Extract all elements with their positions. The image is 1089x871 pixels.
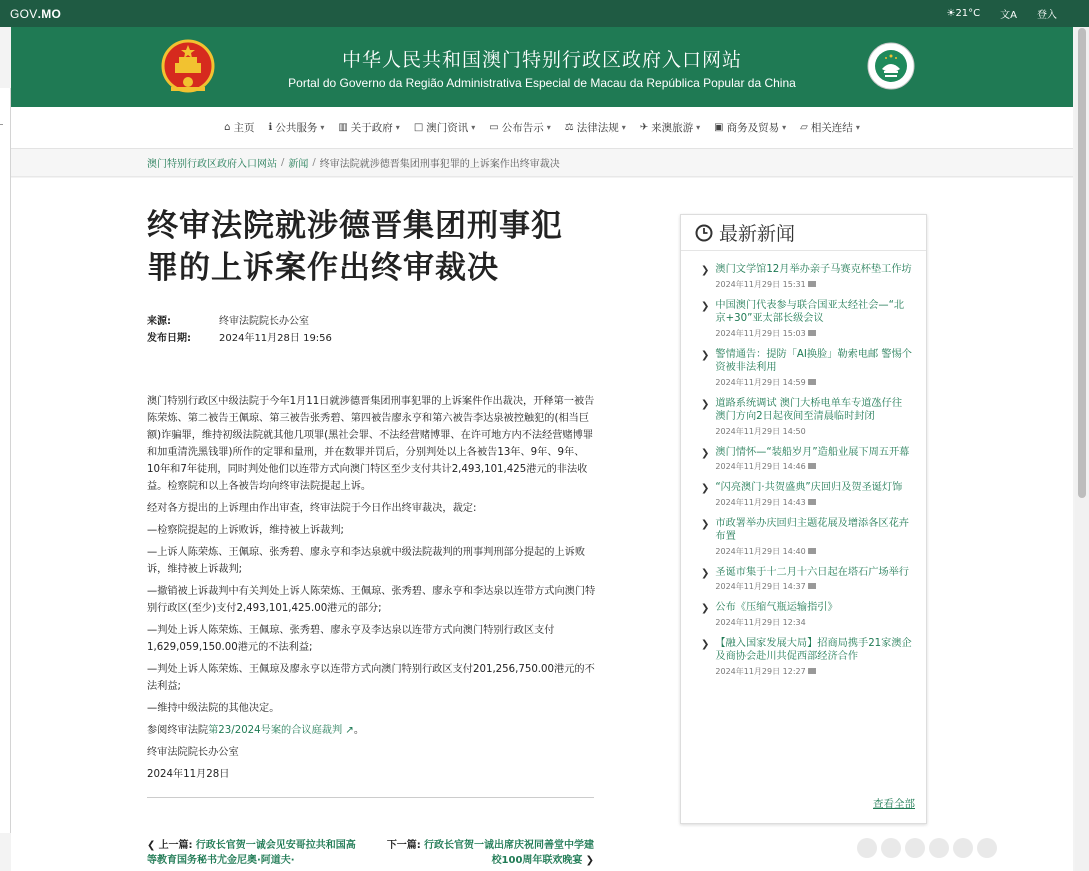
caret-down-icon: ▾ — [696, 123, 701, 132]
site-title-pt: Portal do Governo da Região Administrativa Especial de Macau da República Popular da China — [288, 76, 796, 90]
caret-down-icon: ▾ — [471, 123, 476, 132]
breadcrumb-separator: / — [312, 157, 316, 168]
article-paragraph: —检察院提起的上诉败诉，维持被上诉裁判; — [147, 525, 344, 536]
top-bar — [0, 0, 1089, 27]
signature-date: 2024年11月28日 — [147, 769, 230, 780]
reference-line — [147, 722, 597, 739]
news-date: 2024年11月29日 14:50 — [715, 426, 806, 436]
view-all-link[interactable]: 查看全部 — [873, 798, 915, 810]
nav-item-label: 商务及贸易 — [726, 122, 780, 134]
image-icon — [808, 463, 816, 469]
prev-title: 行政长官贺一诚会见安哥拉共和国高等教育国务秘书尤金尼奥·阿道夫· — [147, 840, 356, 866]
book-icon: □ — [413, 122, 424, 133]
article-meta — [147, 313, 597, 347]
date-value: 2024年11月28日 19:56 — [219, 333, 332, 344]
main-navigation — [11, 107, 1073, 149]
nav-item-label: 公布告示 — [501, 122, 544, 134]
image-icon — [808, 281, 816, 287]
next-article-link[interactable] — [379, 838, 594, 868]
nav-item-laws[interactable] — [565, 120, 626, 135]
chevron-right-icon: ❯ — [701, 300, 710, 312]
article-paragraph: —维持中级法院的其他决定。 — [147, 703, 280, 714]
article-divider — [147, 797, 594, 798]
news-list — [681, 251, 926, 677]
image-icon — [808, 330, 816, 336]
news-item[interactable] — [701, 601, 912, 628]
news-item[interactable] — [701, 481, 912, 508]
share-icon[interactable] — [977, 838, 997, 858]
login-button[interactable]: 登入 — [1037, 10, 1057, 21]
govmo-logo-mo: .MO — [37, 6, 62, 21]
share-icon[interactable] — [857, 838, 877, 858]
chevron-right-icon: ❯ — [701, 349, 710, 361]
folder-icon: ▱ — [800, 122, 808, 133]
judgment-link[interactable]: 第23/2024号案的合议庭裁判 — [208, 725, 343, 736]
news-date: 2024年11月29日 12:27 — [715, 666, 912, 677]
article-paragraph: —判处上诉人陈荣炼、王佩琼及廖永亨以连带方式向澳门特别行政区支付201,256,750.00港元的不法利益; — [147, 664, 595, 692]
nav-item-label: 来澳旅游 — [651, 122, 694, 134]
language-icon[interactable]: 文A — [1000, 10, 1017, 21]
share-icon[interactable] — [929, 838, 949, 858]
news-title[interactable]: 澳门情怀—“装船岁月”造船业展下周五开幕 — [715, 446, 910, 458]
latest-news-panel — [680, 214, 927, 824]
notice-icon: ▭ — [489, 122, 499, 133]
nav-item-notices[interactable] — [489, 120, 550, 135]
news-date: 2024年11月29日 14:59 — [715, 377, 912, 388]
nav-item-label: 主页 — [233, 122, 255, 134]
weather-indicator[interactable]: ☀21°C — [946, 8, 981, 19]
next-title: 行政长官贺一诚出席庆祝同善堂中学建校100周年联欢晚宴 — [424, 840, 594, 866]
prev-next-nav — [147, 838, 594, 868]
image-icon — [808, 499, 816, 505]
reference-suffix: 。 — [353, 725, 365, 736]
chevron-right-icon: ❯ — [701, 603, 710, 614]
share-bar — [857, 834, 1067, 862]
caret-down-icon: ▾ — [546, 123, 551, 132]
info-icon: ℹ — [268, 122, 273, 133]
news-title[interactable]: 圣诞市集于十二月十六日起在塔石广场举行 — [715, 566, 909, 578]
news-item[interactable] — [701, 299, 912, 339]
building-icon: ▥ — [338, 122, 348, 133]
nav-item-label: 澳门资讯 — [426, 122, 469, 134]
news-date: 2024年11月29日 12:34 — [715, 617, 806, 627]
news-item[interactable] — [701, 517, 912, 557]
signature-office: 终审法院院长办公室 — [147, 747, 239, 758]
nav-item-about-government[interactable] — [338, 120, 399, 135]
article — [147, 205, 597, 798]
chevron-right-icon: ❯ — [582, 855, 594, 866]
article-paragraph: —判处上诉人陈荣炼、王佩琼、张秀碧、廖永亨及李达泉以连带方式向澳门特别行政区支付1,629,059,150.00港元的不法利益; — [147, 625, 555, 653]
next-label: 下一篇: — [386, 840, 421, 851]
caret-down-icon: ▾ — [621, 123, 626, 132]
latest-news-header — [681, 215, 926, 251]
article-paragraph: 经对各方提出的上诉理由作出审查，终审法院于今日作出终审裁决，裁定: — [147, 503, 477, 514]
breadcrumb — [11, 149, 1073, 177]
article-paragraph: —上诉人陈荣炼、王佩琼、张秀碧、廖永亨和李达泉就中级法院裁判的刑事判刑部分提起的上诉败诉，维持被上诉裁判; — [147, 547, 586, 575]
briefcase-icon: ▣ — [714, 122, 724, 133]
nav-item-tourism[interactable] — [640, 120, 700, 135]
nav-item-home[interactable] — [224, 120, 254, 135]
source-value: 终审法院院长办公室 — [219, 316, 309, 327]
left-panel-edge — [0, 88, 11, 833]
external-link-icon: ↗ — [342, 725, 354, 736]
image-icon — [808, 548, 816, 554]
plane-icon: ✈ — [639, 122, 649, 133]
share-icon[interactable] — [953, 838, 973, 858]
nav-item-business[interactable] — [714, 120, 786, 135]
chevron-left-icon: ❮ — [147, 840, 159, 851]
prev-label: 上一篇: — [158, 840, 193, 851]
date-label: 发布日期: — [147, 333, 191, 344]
article-title: 终审法院就涉德晋集团刑事犯罪的上诉案作出终审裁决 — [147, 208, 563, 286]
news-date: 2024年11月29日 14:40 — [715, 546, 912, 557]
nav-item-label: 法律法规 — [576, 122, 619, 134]
breadcrumb-news[interactable]: 新闻 — [288, 159, 309, 170]
share-icon[interactable] — [881, 838, 901, 858]
share-icon[interactable] — [905, 838, 925, 858]
govmo-logo[interactable] — [10, 7, 61, 21]
nav-item-macao-info[interactable] — [414, 120, 475, 135]
news-date: 2024年11月29日 15:31 — [715, 279, 911, 290]
clock-icon — [695, 224, 713, 242]
site-title-zh: 中华人民共和国澳门特别行政区政府入口网站 — [341, 49, 742, 71]
caret-down-icon: ▾ — [855, 123, 860, 132]
chevron-right-icon: ❯ — [701, 265, 710, 276]
breadcrumb-home[interactable]: 澳门特别行政区政府入口网站 — [147, 159, 277, 170]
news-title[interactable]: 澳门文学馆12月举办亲子马赛克杯垫工作坊 — [715, 264, 912, 275]
news-title[interactable]: 公布《压缩气瓶运输指引》 — [715, 602, 838, 613]
news-title[interactable]: 道路系统调试 澳门大桥电单车专道氹仔往澳门方向2日起夜间至清晨临时封闭 — [715, 397, 903, 422]
home-icon: ⌂ — [224, 122, 231, 133]
site-header — [11, 27, 1073, 107]
nav-item-public-services[interactable] — [269, 120, 325, 135]
news-item[interactable] — [701, 263, 912, 290]
breadcrumb-current: 终审法院就涉德晋集团刑事犯罪的上诉案作出终审裁决 — [319, 159, 560, 170]
news-item[interactable] — [701, 637, 912, 677]
breadcrumb-separator: / — [281, 157, 285, 168]
nav-item-label: 相关连结 — [810, 122, 853, 134]
chevron-right-icon: ❯ — [701, 398, 710, 410]
chevron-right-icon: ❯ — [701, 567, 710, 579]
source-label: 来源: — [147, 316, 171, 327]
article-paragraph: 澳门特别行政区中级法院于今年1月11日就涉德晋集团刑事犯罪的上诉案件作出裁决，开释第一被告陈荣炼、第二被告王佩琼、第三被告张秀碧、第四被告廖永亨和第六被告李达泉被控触犯的(相当巨额)诈骗罪，维持初级法院就其他几项罪(黑社会罪、不法经营赌博罪、在许可地方内不法经营赌博罪和加重清洗黑钱罪)所作的定罪和量刑，并在数罪并罚后，分别判处以上各被告13年、9年、9年、10年和7年徒刑，同时判处他们以连带方式向澳门特区至少支付共计2,493,101,425港元的非法收益。检察院和以上各被告均向终审法院提起上诉。 — [147, 396, 595, 492]
news-item[interactable] — [701, 397, 912, 437]
chevron-right-icon: ❯ — [701, 638, 710, 650]
caret-down-icon: ▾ — [395, 123, 400, 132]
caret-down-icon: ▾ — [320, 123, 325, 132]
image-icon — [808, 668, 816, 674]
news-title[interactable]: 市政署举办庆回归主题花展及增添各区花卉布置 — [715, 517, 909, 542]
chevron-right-icon: ❯ — [701, 518, 710, 530]
news-item[interactable] — [701, 348, 912, 388]
news-title[interactable]: “闪亮澳门·共贺盛典”庆回归及贺圣诞灯饰 — [715, 482, 903, 493]
scale-icon: ⚖ — [564, 122, 574, 133]
govmo-logo-gov: GOV — [10, 6, 38, 21]
news-item[interactable] — [701, 446, 912, 473]
chevron-right-icon: ❯ — [701, 447, 710, 459]
image-icon — [808, 583, 816, 589]
article-paragraph: —撤销被上诉裁判中有关判处上诉人陈荣炼、王佩琼、张秀碧、廖永亨和李达泉以连带方式向澳门特别行政区(至少)支付2,493,101,425.00港元的部分; — [147, 586, 596, 614]
news-title[interactable]: 中国澳门代表参与联合国亚太经社会—“北京+30”亚太部长级会议 — [715, 299, 905, 324]
prev-article-link[interactable] — [147, 838, 362, 868]
latest-news-title: 最新新闻 — [719, 223, 796, 245]
news-date: 2024年11月29日 14:46 — [715, 461, 909, 472]
news-item[interactable] — [701, 566, 912, 593]
news-date: 2024年11月29日 14:37 — [715, 581, 909, 592]
nav-item-label: 关于政府 — [350, 122, 393, 134]
caret-down-icon: ▾ — [782, 123, 787, 132]
news-date: 2024年11月29日 14:43 — [715, 497, 902, 508]
reference-prefix: 参阅终审法院 — [147, 725, 209, 736]
news-title[interactable]: 警情通告：提防「AI换脸」勒索电邮 警惕个资被非法利用 — [715, 348, 912, 373]
nav-item-links[interactable] — [800, 120, 860, 135]
image-icon — [808, 379, 816, 385]
macao-emblem-icon[interactable] — [866, 41, 916, 91]
scrollbar-thumb[interactable] — [1078, 28, 1086, 498]
news-date: 2024年11月29日 15:03 — [715, 328, 912, 339]
nav-item-label: 公共服务 — [275, 122, 318, 134]
chevron-right-icon: ❯ — [701, 483, 710, 494]
article-body — [147, 393, 597, 783]
news-title[interactable]: 【融入国家发展大局】招商局携手21家澳企及商协会赴川共促西部经济合作 — [715, 637, 912, 662]
